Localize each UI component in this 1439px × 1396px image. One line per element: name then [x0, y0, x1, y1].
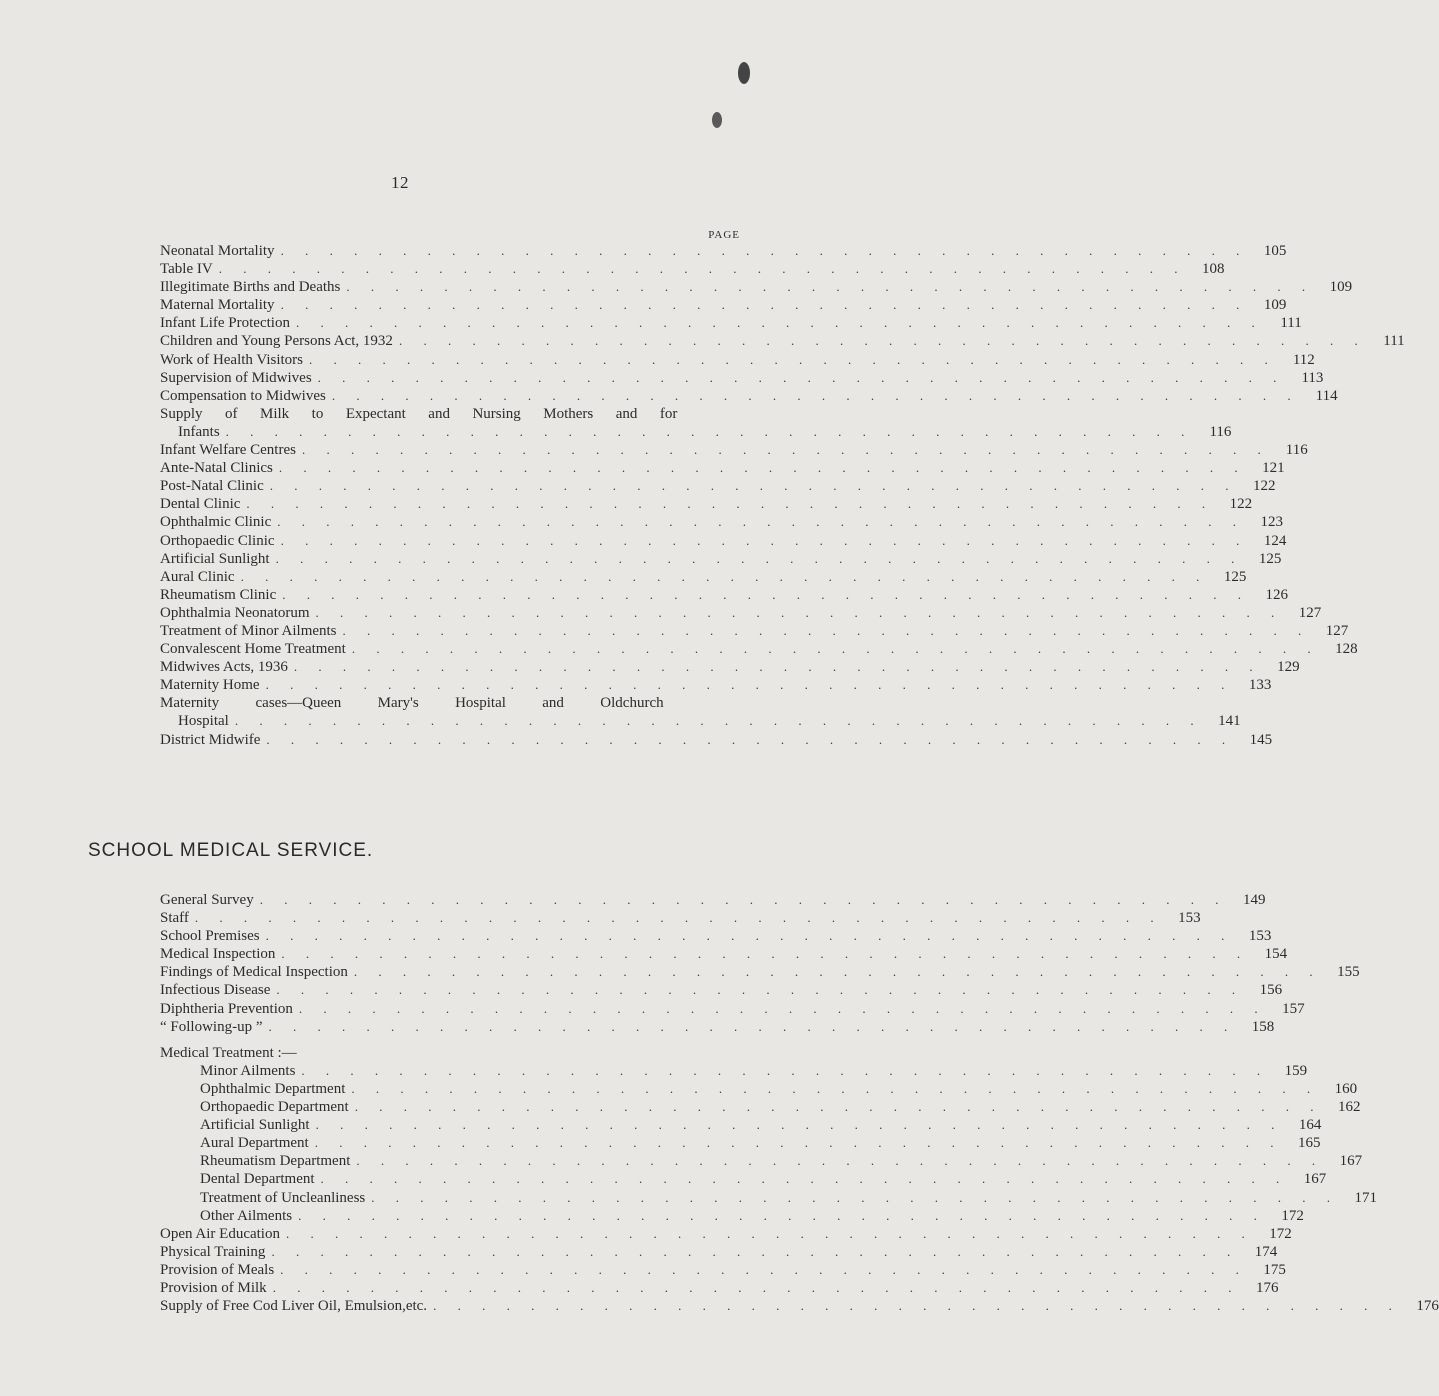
dot-leader: . . . . . . . . . . . . . . . . . . . . . . . . . . . . . . . . . . . . . . . .: [280, 243, 1249, 258]
entry-page-number: 129: [1277, 659, 1300, 676]
entry-page-number: 165: [1297, 1135, 1321, 1152]
toc-entry: [160, 731, 1273, 749]
entry-title-word: Hospital: [455, 695, 506, 712]
toc-entry-two-line: [160, 405, 1232, 441]
toc-entry: [160, 676, 1272, 694]
entry-title-word: Mothers: [543, 405, 594, 422]
toc-entry: [160, 1098, 1361, 1116]
entry-title: Rheumatism Department: [200, 1153, 351, 1170]
entry-page-number: 109: [1329, 279, 1353, 296]
page-number: 12: [391, 173, 409, 192]
dot-leader: . . . . . . . . . . . . . . . . . . . . . . . . . . . . . . . . . . . . . . . .: [280, 532, 1249, 548]
toc-entry: [160, 1189, 1377, 1207]
entry-title: Infectious Disease: [160, 982, 271, 999]
entry-title: Work of Health Visitors: [160, 351, 304, 368]
toc-entry: [160, 1062, 1308, 1080]
toc-entry: [160, 278, 1353, 296]
entry-page-number: 153: [1178, 910, 1201, 927]
entry-title: Open Air Education: [160, 1225, 280, 1242]
entry-title: Infants: [178, 423, 220, 440]
dot-leader: . . . . . . . . . . . . . . . . . . . . . . . . . . . . . . . . . . . . . . . .: [280, 1261, 1248, 1277]
toc-school-list: [160, 891, 1439, 1315]
entry-page-number: 127: [1325, 622, 1349, 639]
entry-title-word: of: [225, 405, 238, 422]
toc-entry: [160, 369, 1324, 387]
entry-title: Illegitimate Births and Deaths: [160, 279, 341, 296]
entry-title-word: and: [542, 695, 564, 712]
dot-leader: . . . . . . . . . . . . . . . . . . . . . . . . . . . . . . . . . . . . . . . .: [293, 659, 1262, 675]
page-column-spacer: [700, 405, 740, 423]
dot-leader: . . . . . . . . . . . . . . . . . . . . . . . . . . . . . . . . . . . . . . . .: [298, 1207, 1266, 1223]
entry-title: Artificial Sunlight: [160, 550, 270, 567]
dot-leader: . . . . . . . . . . . . . . . . . . . . . . . . . . . . . . . . . . . . . . . .: [320, 1171, 1289, 1187]
toc-entry: [160, 550, 1282, 568]
entry-title-word: Oldchurch: [600, 695, 664, 712]
entry-page-number: 154: [1264, 946, 1288, 963]
entry-page-number: 122: [1229, 496, 1253, 513]
entry-title: Ophthalmia Neonatorum: [160, 604, 310, 621]
entry-page-number: 158: [1251, 1018, 1275, 1035]
dot-leader: . . . . . . . . . . . . . . . . . . . . . . . . . . . . . . . . . . . . . . . .: [281, 946, 1250, 962]
toc-entry: [160, 532, 1287, 550]
entry-title: Infant Life Protection: [160, 315, 290, 332]
entry-title-word: Nursing: [472, 405, 521, 422]
entry-title-word: Expectant: [345, 405, 406, 422]
toc-entry: [160, 1297, 1439, 1315]
entry-page-number: 125: [1223, 568, 1247, 585]
dot-leader: . . . . . . . . . . . . . . . . . . . . . . . . . . . . . . . . . . . . . . . .: [315, 1117, 1284, 1133]
toc-entry: [160, 586, 1288, 604]
entry-title-word: Milk: [259, 405, 290, 422]
entry-page-number: 116: [1285, 442, 1308, 459]
entry-title: Provision of Meals: [160, 1261, 275, 1278]
dot-leader: . . . . . . . . . . . . . . . . . . . . . . . . . . . . . . . . . . . . . . . .: [351, 1080, 1320, 1096]
entry-title: Children and Young Persons Act, 1932: [160, 333, 393, 350]
page-column-header: PAGE: [708, 229, 740, 241]
dot-leader: . . . . . . . . . . . . . . . . . . . . . . . . . . . . . . . . . . . . . . . .: [280, 297, 1249, 313]
toc-entry: [160, 981, 1283, 999]
entry-page-number: 164: [1298, 1117, 1322, 1134]
entry-page-number: 176: [1416, 1298, 1439, 1315]
entry-page-number: 156: [1259, 982, 1283, 999]
dot-leader: . . . . . . . . . . . . . . . . . . . . . . . . . . . . . . . . . . . . . . . .: [346, 279, 1315, 295]
page-column-spacer: [700, 694, 740, 712]
toc-entry: [160, 909, 1201, 927]
entry-title-word: Maternity: [160, 695, 220, 712]
dot-leader: . . . . . . . . . . . . . . . . . . . . . . . . . . . . . . . . . . . . . . . .: [194, 910, 1163, 926]
dot-leader: . . . . . . . . . . . . . . . . . . . . . . . . . . . . . . . . . . . . . . . .: [298, 1000, 1267, 1016]
entry-title-word: to: [311, 405, 324, 422]
toc-entry: [160, 640, 1358, 658]
toc-entry: [160, 568, 1247, 586]
entry-page-number: 124: [1263, 532, 1287, 549]
ink-blot: [712, 112, 722, 128]
dot-leader: . . . . . . . . . . . . . . . . . . . . . . . . . . . . . . . . . . . . . . . .: [240, 568, 1209, 584]
entry-title: Treatment of Minor Ailments: [160, 622, 337, 639]
entry-page-number: 112: [1292, 351, 1315, 368]
dot-leader: . . . . . . . . . . . . . . . . . . . . . . . . . . . . . . . . . . . . . . . .: [259, 892, 1228, 907]
toc-entry: [160, 1116, 1322, 1134]
entry-page-number: 111: [1280, 315, 1302, 332]
dot-leader: . . . . . . . . . . . . . . . . . . . . . . . . . . . . . . . . . . . . . . . .: [295, 315, 1264, 331]
entry-title-word: for: [659, 405, 678, 422]
dot-leader: . . . . . . . . . . . . . . . . . . . . . . . . . . . . . . . . . . . . . . . .: [285, 1225, 1254, 1241]
toc-entry: [160, 513, 1283, 531]
entry-title-line2: [160, 712, 1241, 730]
toc-entry: [160, 1279, 1279, 1297]
toc-entry-two-line: [160, 694, 1241, 730]
entry-title: Other Ailments: [200, 1207, 293, 1224]
toc-entry: [160, 459, 1285, 477]
entry-page-number: 111: [1383, 333, 1405, 350]
dot-leader: . . . . . . . . . . . . . . . . . . . . . . . . . . . . . . . . . . . . . . . .: [271, 1243, 1240, 1259]
entry-page-number: 116: [1209, 423, 1232, 440]
entry-title: Artificial Sunlight: [200, 1117, 310, 1134]
dot-leader: . . . . . . . . . . . . . . . . . . . . . . . . . . . . . . . . . . . . . . . .: [278, 460, 1247, 476]
entry-title: Post-Natal Clinic: [160, 478, 264, 495]
dot-leader: . . . . . . . . . . . . . . . . . . . . . . . . . . . . . . . . . . . . . . . .: [315, 604, 1284, 620]
entry-title-word: cases—Queen: [255, 695, 342, 712]
dot-leader: . . . . . . . . . . . . . . . . . . . . . . . . . . . . . . . . . . . . . . . .: [301, 442, 1270, 458]
entry-title-word: Mary's: [377, 695, 419, 712]
entry-page-number: 123: [1260, 514, 1283, 531]
entry-title-word: and: [615, 405, 638, 422]
entry-title: Dental Department: [200, 1171, 315, 1188]
dot-leader: . . . . . . . . . . . . . . . . . . . . . . . . . . . . . . . . . . . . . . . .: [354, 1099, 1323, 1115]
entry-page-number: 167: [1303, 1171, 1327, 1188]
entry-title: Findings of Medical Inspection: [160, 964, 348, 981]
toc-entry: [160, 1152, 1363, 1170]
entry-title: District Midwife: [160, 731, 261, 748]
entry-page-number: 172: [1281, 1207, 1304, 1224]
entry-title: Supervision of Midwives: [160, 369, 312, 386]
entry-title: Maternity Home: [160, 677, 260, 694]
toc-entry: [160, 296, 1287, 314]
entry-title: Ophthalmic Department: [200, 1080, 346, 1097]
entry-title: Aural Department: [200, 1135, 309, 1152]
entry-title-line1: [160, 405, 740, 423]
entry-title: Rheumatism Clinic: [160, 586, 277, 603]
entry-title: Ophthalmic Clinic: [160, 514, 272, 531]
dot-leader: . . . . . . . . . . . . . . . . . . . . . . . . . . . . . . . . . . . . . . . .: [276, 982, 1245, 998]
entry-page-number: 153: [1248, 928, 1272, 945]
entry-page-number: 108: [1201, 261, 1225, 278]
dot-leader: . . . . . . . . . . . . . . . . . . . . . . . . . . . . . . . . . . . . . . . .: [275, 550, 1244, 566]
toc-entry: [160, 441, 1308, 459]
entry-title: Compensation to Midwives: [160, 387, 326, 404]
entry-title: Staff: [160, 910, 189, 927]
toc-entry: [160, 332, 1405, 350]
dot-leader: . . . . . . . . . . . . . . . . . . . . . . . . . . . . . . . . . . . . . . . .: [342, 622, 1311, 638]
medical-treatment-heading: Medical Treatment :—: [160, 1044, 297, 1061]
dot-leader: . . . . . . . . . . . . . . . . . . . . . . . . . . . . . . . . . . . . . . . .: [309, 351, 1277, 367]
entry-page-number: 155: [1337, 964, 1360, 981]
toc-main-list: [160, 242, 1405, 749]
entry-page-number: 127: [1298, 604, 1322, 621]
entry-page-number: 121: [1262, 460, 1285, 477]
dot-leader: . . . . . . . . . . . . . . . . . . . . . . . . . . . . . . . . . . . . . . . .: [371, 1189, 1339, 1205]
entry-title: Midwives Acts, 1936: [160, 659, 288, 676]
entry-title: Convalescent Home Treatment: [160, 641, 346, 658]
dot-leader: . . . . . . . . . . . . . . . . . . . . . . . . . . . . . . . . . . . . . . . .: [353, 964, 1322, 980]
toc-entry: [160, 1134, 1321, 1152]
dot-leader: . . . . . . . . . . . . . . . . . . . . . . . . . . . . . . . . . . . . . . . .: [351, 641, 1320, 657]
entry-page-number: 145: [1249, 731, 1273, 748]
dot-leader: . . . . . . . . . . . . . . . . . . . . . . . . . . . . . . . . . . . . . . . .: [356, 1153, 1325, 1169]
dot-leader: . . . . . . . . . . . . . . . . . . . . . . . . . . . . . . . . . . . . . . . .: [301, 1062, 1270, 1078]
dot-leader: . . . . . . . . . . . . . . . . . . . . . . . . . . . . . . . . . . . . . . . .: [272, 1279, 1241, 1295]
toc-entry: [160, 1000, 1305, 1018]
dot-leader: . . . . . . . . . . . . . . . . . . . . . . . . . . . . . . . . . . . . . . . .: [265, 928, 1234, 944]
toc-entry: [160, 891, 1266, 909]
entry-page-number: 122: [1253, 478, 1276, 495]
dot-leader: . . . . . . . . . . . . . . . . . . . . . . . . . . . . . . . . . . . . . . . .: [234, 713, 1203, 729]
entry-title: Hospital: [178, 713, 229, 730]
entry-title: Maternal Mortality: [160, 297, 275, 314]
entry-title: “ Following-up ”: [160, 1018, 263, 1035]
entry-title: Table IV: [160, 261, 213, 278]
entry-title-line2: [160, 423, 1232, 441]
entry-title-word: Supply: [160, 405, 203, 422]
entry-page-number: 126: [1265, 586, 1288, 603]
entry-title: Provision of Milk: [160, 1279, 267, 1296]
ink-blot: [738, 62, 750, 84]
toc-entry: [160, 1207, 1304, 1225]
toc-entry: [160, 495, 1253, 513]
entry-title: Aural Clinic: [160, 568, 235, 585]
dot-leader: . . . . . . . . . . . . . . . . . . . . . . . . . . . . . . . . . . . . . . . .: [433, 1298, 1401, 1314]
toc-entry: [160, 1170, 1327, 1188]
entry-page-number: 167: [1339, 1153, 1363, 1170]
entry-page-number: 175: [1263, 1261, 1286, 1278]
entry-title-word: and: [428, 405, 450, 422]
toc-entry: [160, 604, 1322, 622]
entry-page-number: 160: [1334, 1080, 1358, 1097]
entry-page-number: 125: [1258, 550, 1282, 567]
entry-title: Orthopaedic Clinic: [160, 532, 275, 549]
entry-title: General Survey: [160, 892, 254, 908]
toc-entry: [160, 1080, 1358, 1098]
entry-page-number: 149: [1242, 892, 1266, 908]
toc-entry: [160, 314, 1302, 332]
entry-title: Orthopaedic Department: [200, 1099, 349, 1116]
toc-entry: [160, 260, 1225, 278]
entry-page-number: 114: [1315, 387, 1338, 404]
toc-entry: [160, 1243, 1278, 1261]
entry-title: Dental Clinic: [160, 496, 241, 513]
entry-page-number: 174: [1254, 1243, 1278, 1260]
entry-title: Minor Ailments: [200, 1062, 296, 1079]
toc-entry: [160, 351, 1315, 369]
toc-entry: [160, 242, 1287, 260]
dot-leader: . . . . . . . . . . . . . . . . . . . . . . . . . . . . . . . . . . . . . . . .: [246, 496, 1215, 512]
entry-title: Ante-Natal Clinics: [160, 460, 273, 477]
entry-page-number: 171: [1354, 1189, 1377, 1206]
dot-leader: . . . . . . . . . . . . . . . . . . . . . . . . . . . . . . . . . . . . . . . .: [268, 1018, 1237, 1034]
entry-page-number: 159: [1284, 1062, 1308, 1079]
entry-page-number: 113: [1301, 369, 1324, 386]
toc-entry: [160, 1261, 1286, 1279]
toc-entry: [160, 622, 1349, 640]
toc-entry: [160, 927, 1272, 945]
section-heading-school-medical-service: SCHOOL MEDICAL SERVICE.: [88, 840, 374, 861]
dot-leader: . . . . . . . . . . . . . . . . . . . . . . . . . . . . . . . . . . . . . . . .: [314, 1135, 1283, 1151]
entry-page-number: 176: [1255, 1279, 1279, 1296]
entry-title-line1: [160, 694, 740, 712]
dot-leader: . . . . . . . . . . . . . . . . . . . . . . . . . . . . . . . . . . . . . . . .: [398, 333, 1367, 349]
toc-entry: [160, 963, 1360, 981]
toc-entry: [160, 1018, 1275, 1036]
entry-title: School Premises: [160, 928, 260, 945]
entry-title: Diphtheria Prevention: [160, 1000, 293, 1017]
entry-title: Physical Training: [160, 1243, 266, 1260]
dot-leader: . . . . . . . . . . . . . . . . . . . . . . . . . . . . . . . . . . . . . . . .: [282, 586, 1250, 602]
toc-entry: [160, 658, 1300, 676]
dot-leader: . . . . . . . . . . . . . . . . . . . . . . . . . . . . . . . . . . . . . . . .: [225, 423, 1194, 439]
dot-leader: . . . . . . . . . . . . . . . . . . . . . . . . . . . . . . . . . . . . . . . .: [269, 478, 1238, 494]
entry-page-number: 105: [1263, 243, 1287, 259]
dot-leader: . . . . . . . . . . . . . . . . . . . . . . . . . . . . . . . . . . . . . . . .: [317, 369, 1286, 385]
entry-title: Infant Welfare Centres: [160, 442, 296, 459]
entry-title: Supply of Free Cod Liver Oil, Emulsion,etc.: [160, 1298, 428, 1315]
dot-leader: . . . . . . . . . . . . . . . . . . . . . . . . . . . . . . . . . . . . . . . .: [218, 261, 1187, 277]
toc-entry: [160, 1225, 1292, 1243]
toc-entry: [160, 945, 1288, 963]
entry-page-number: 162: [1337, 1099, 1361, 1116]
entry-title: Treatment of Uncleanliness: [200, 1189, 366, 1206]
dot-leader: . . . . . . . . . . . . . . . . . . . . . . . . . . . . . . . . . . . . . . . .: [265, 677, 1234, 693]
entry-page-number: 172: [1269, 1225, 1292, 1242]
entry-page-number: 128: [1335, 641, 1358, 658]
entry-title: Neonatal Mortality: [160, 243, 275, 259]
dot-leader: . . . . . . . . . . . . . . . . . . . . . . . . . . . . . . . . . . . . . . . .: [277, 514, 1245, 530]
entry-title: Medical Inspection: [160, 946, 276, 963]
entry-page-number: 133: [1248, 677, 1272, 694]
dot-leader: . . . . . . . . . . . . . . . . . . . . . . . . . . . . . . . . . . . . . . . .: [331, 387, 1300, 403]
entry-page-number: 141: [1218, 713, 1241, 730]
toc-entry: [160, 387, 1338, 405]
dot-leader: . . . . . . . . . . . . . . . . . . . . . . . . . . . . . . . . . . . . . . . .: [266, 731, 1235, 747]
entry-page-number: 109: [1263, 297, 1287, 314]
entry-page-number: 157: [1282, 1000, 1305, 1017]
toc-entry: [160, 477, 1276, 495]
